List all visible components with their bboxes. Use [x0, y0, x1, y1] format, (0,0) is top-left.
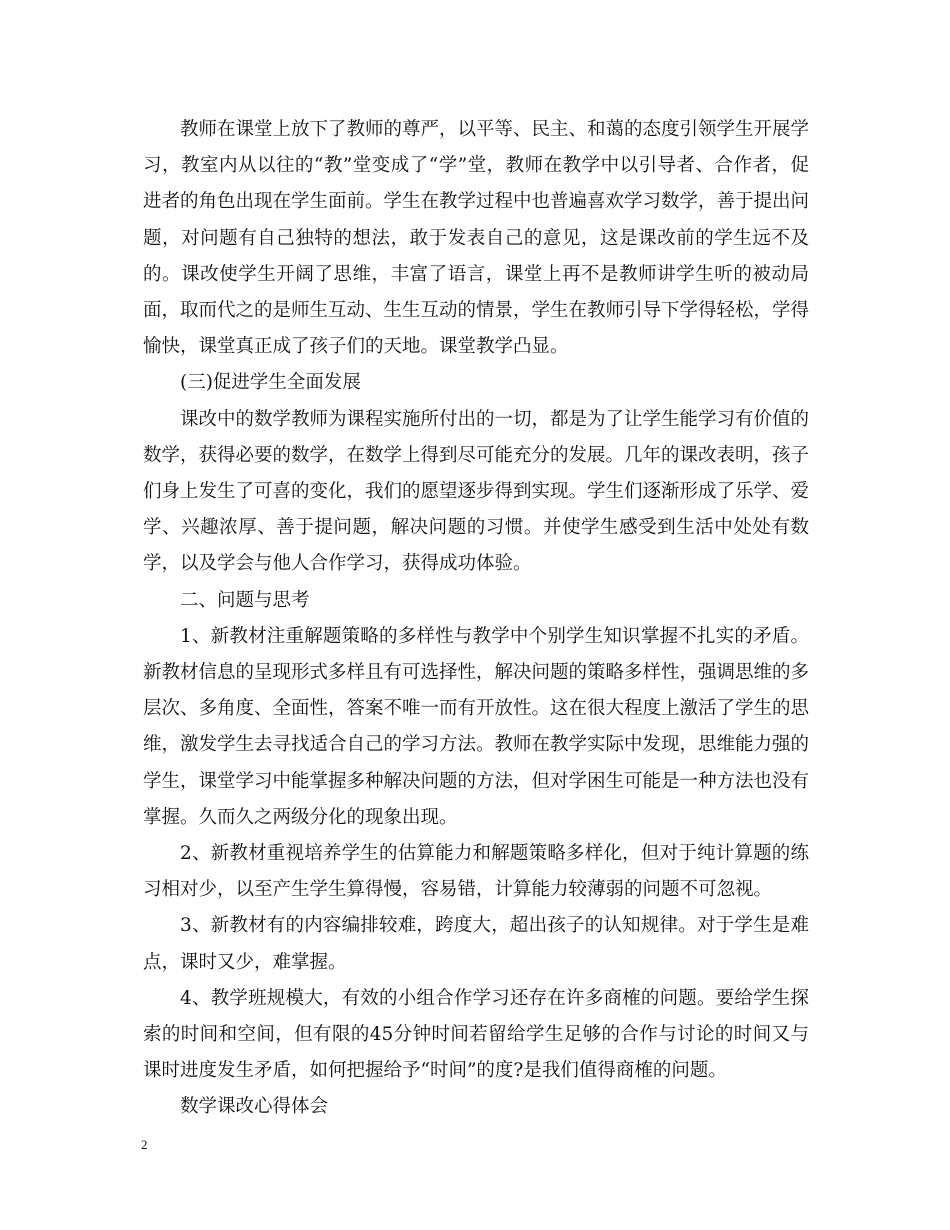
page-number: 2 — [141, 1137, 148, 1152]
paragraph-problem-1: 1、新教材注重解题策略的多样性与教学中个别学生知识掌握不扎实的矛盾。新教材信息的呈现形式多样且有可选择性，解决问题的策略多样性，强调思维的多层次、多角度、全面性，答案不唯一而有开放性。这在很大程度上激活了学生的思维，激发学生去寻找适合自己的学习方法。教师在教学实际中发现，思维能力强的学生，课堂学习中能掌握多种解决问题的方法，但对学困生可能是一种方法也没有掌握。久而久之两级分化的现象出现。 — [143, 625, 810, 828]
section-heading-student-development: (三)促进学生全面发展 — [180, 372, 361, 394]
section-heading-problems: 二、问题与思考 — [180, 589, 310, 611]
paragraph-classroom-change: 教师在课堂上放下了教师的尊严，以平等、民主、和蔼的态度引领学生开展学习，教室内从以往的“教”堂变成了“学”堂，教师在教学中以引导者、合作者，促进者的角色出现在学生面前。学生在教学过程中也普遍喜欢学习数学，善于提出问题，对问题有自己独特的想法，敢于发表自己的意见，这是课改前的学生远不及的。课改使学生开阔了思维，丰富了语言，课堂上再不是教师讲学生听的被动局面，取而代之的是师生互动、生生互动的情景，学生在教师引导下学得轻松，学得愉快，课堂真正成了孩子们的天地。课堂教学凸显。 — [143, 119, 810, 358]
section-heading-reflection: 数学课改心得体会 — [180, 1096, 329, 1118]
document-body — [143, 112, 809, 1126]
paragraph-problem-3: 3、新教材有的内容编排较难，跨度大，超出孩子的认知规律。对于学生是难点，课时又少，难掌握。 — [143, 915, 809, 973]
paragraph-student-development: 课改中的数学教师为课程实施所付出的一切，都是为了让学生能学习有价值的数学，获得必要的数学，在数学上得到尽可能充分的发展。几年的课改表明，孩子们身上发生了可喜的变化，我们的愿望逐步得到实现。学生们逐渐形成了乐学、爱学、兴趣浓厚、善于提问题，解决问题的习惯。并使学生感受到生活中处处有数学，以及学会与他人合作学习，获得成功体验。 — [143, 408, 810, 575]
paragraph-problem-2: 2、新教材重视培养学生的估算能力和解题策略多样化，但对于纯计算题的练习相对少，以至产生学生算得慢，容易错，计算能力较薄弱的问题不可忽视。 — [143, 843, 809, 901]
paragraph-problem-4: 4、教学班规模大，有效的小组合作学习还存在许多商榷的问题。要给学生探索的时间和空间，但有限的45分钟时间若留给学生足够的合作与讨论的时间又与课时进度发生矛盾，如何把握给予“时间”的度?是我们值得商榷的问题。 — [143, 987, 809, 1082]
